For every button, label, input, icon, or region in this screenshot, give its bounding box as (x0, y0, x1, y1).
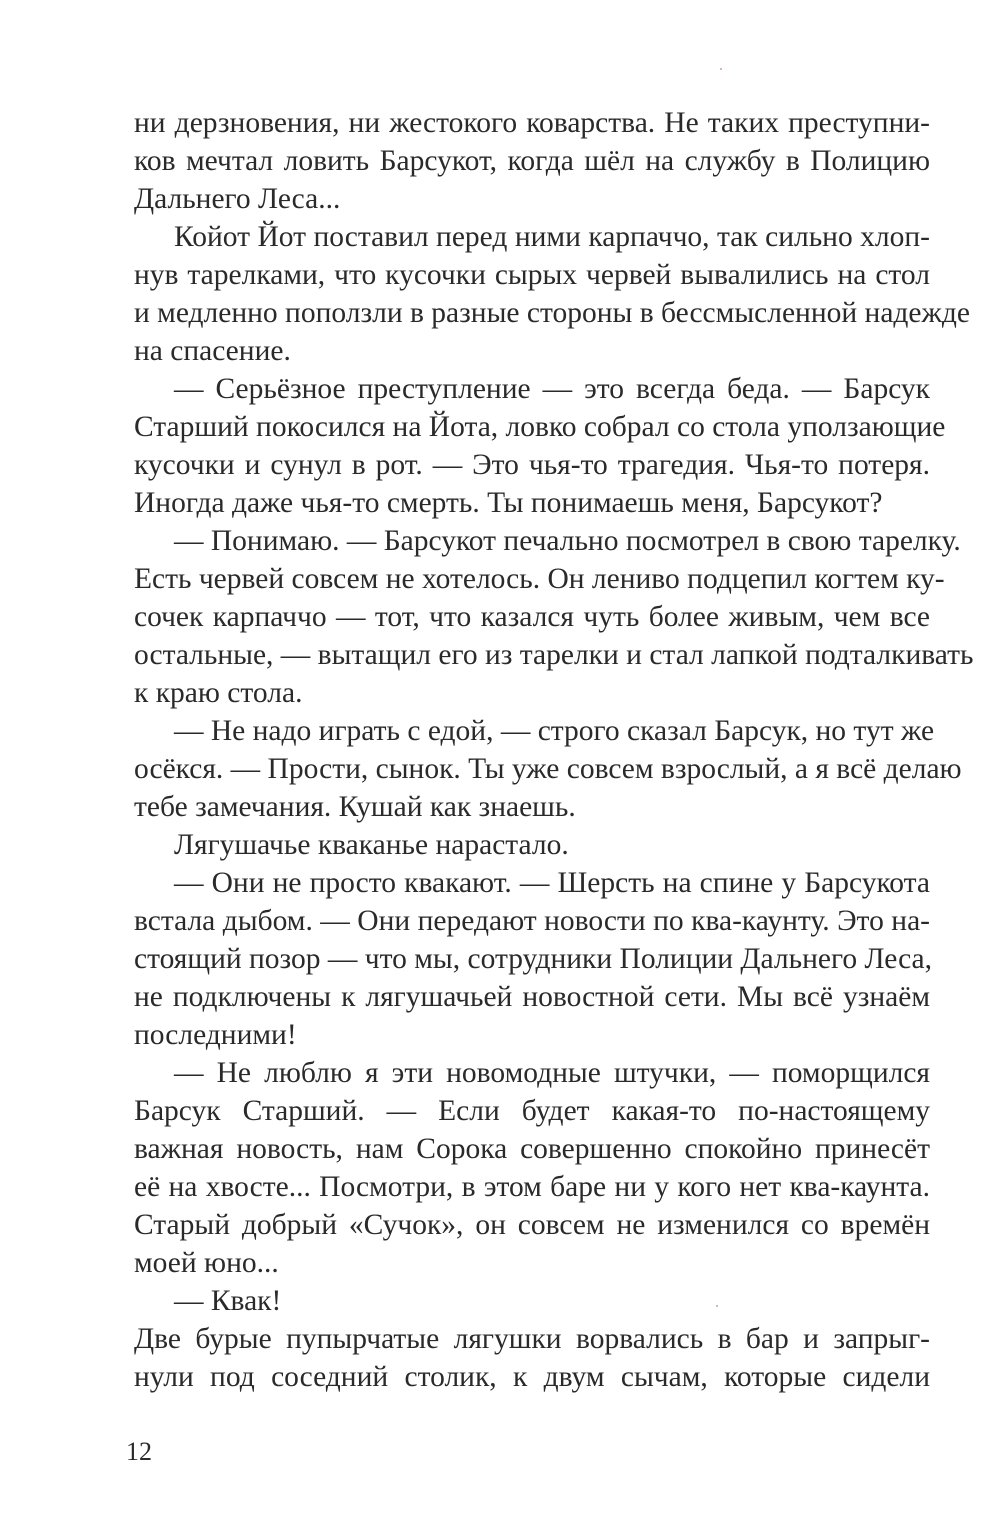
text-line: ни дерзновения, ни жестокого коварства. Не таких преступни- (134, 107, 930, 139)
text-line: к краю стола. (134, 677, 303, 709)
text-line: нув тарелками, что кусочки сырых червей вывалились на стол (134, 259, 930, 291)
text-line: Две бурые пупырчатые лягушки ворвались в бар и запрыг- (134, 1323, 930, 1355)
text-line: последними! (134, 1019, 297, 1051)
text-line: Барсук Старший. — Если будет какая-то по-настоящему (134, 1095, 930, 1127)
text-line: — Они не просто квакают. — Шерсть на спине у Барсукота (174, 867, 930, 899)
paper-speck (720, 68, 722, 70)
text-line: — Квак! (174, 1285, 282, 1317)
text-line: — Не люблю я эти новомодные штучки, — поморщился (174, 1057, 930, 1089)
text-line: встала дыбом. — Они передают новости по ква-каунту. Это на- (134, 905, 930, 937)
text-line: важная новость, нам Сорока совершенно спокойно принесёт (134, 1133, 930, 1165)
text-line: стоящий позор — что мы, сотрудники Полиции Дальнего Леса, (134, 943, 933, 975)
text-line: остальные, — вытащил его из тарелки и стал лапкой подталкивать (134, 639, 974, 671)
text-line: Койот Йот поставил перед ними карпаччо, так сильно хлоп- (174, 221, 930, 253)
text-line: нули под соседний столик, к двум сычам, которые сидели (134, 1361, 930, 1393)
text-line: сочек карпаччо — тот, что казался чуть более живым, чем все (134, 601, 930, 633)
text-line: — Не надо играть с едой, — строго сказал Барсук, но тут же (174, 715, 935, 747)
text-line: — Понимаю. — Барсукот печально посмотрел в свою тарелку. (174, 525, 961, 557)
text-line: ков мечтал ловить Барсукот, когда шёл на службу в Полицию (134, 145, 930, 177)
text-line: Старый добрый «Сучок», он совсем не изменился со времён (134, 1209, 930, 1241)
text-line: Старший покосился на Йота, ловко собрал со стола уползающие (134, 411, 946, 443)
paper-speck (716, 1305, 718, 1307)
text-line: — Серьёзное преступление — это всегда беда. — Барсук (174, 373, 930, 405)
text-line: осёкся. — Прости, сынок. Ты уже совсем взрослый, а я всё делаю (134, 753, 962, 785)
text-line: Дальнего Леса... (134, 183, 341, 215)
text-line: не подключены к лягушачьей новостной сети. Мы всё узнаём (134, 981, 930, 1013)
text-line: тебе замечания. Кушай как знаешь. (134, 791, 576, 823)
text-line: Лягушачье кваканье нарастало. (174, 829, 569, 861)
text-line: Иногда даже чья-то смерть. Ты понимаешь меня, Барсукот? (134, 487, 883, 519)
text-line: моей юно... (134, 1247, 279, 1279)
text-line: кусочки и сунул в рот. — Это чья-то трагедия. Чья-то потеря. (134, 449, 930, 481)
text-line: на спасение. (134, 335, 291, 367)
text-line: Есть червей совсем не хотелось. Он лениво подцепил когтем ку- (134, 563, 945, 595)
text-line: и медленно поползли в разные стороны в бессмысленной надежде (134, 297, 970, 329)
page-number: 12 (126, 1437, 152, 1466)
text-line: её на хвосте... Посмотри, в этом баре ни у кого нет ква-каунта. (134, 1171, 930, 1203)
